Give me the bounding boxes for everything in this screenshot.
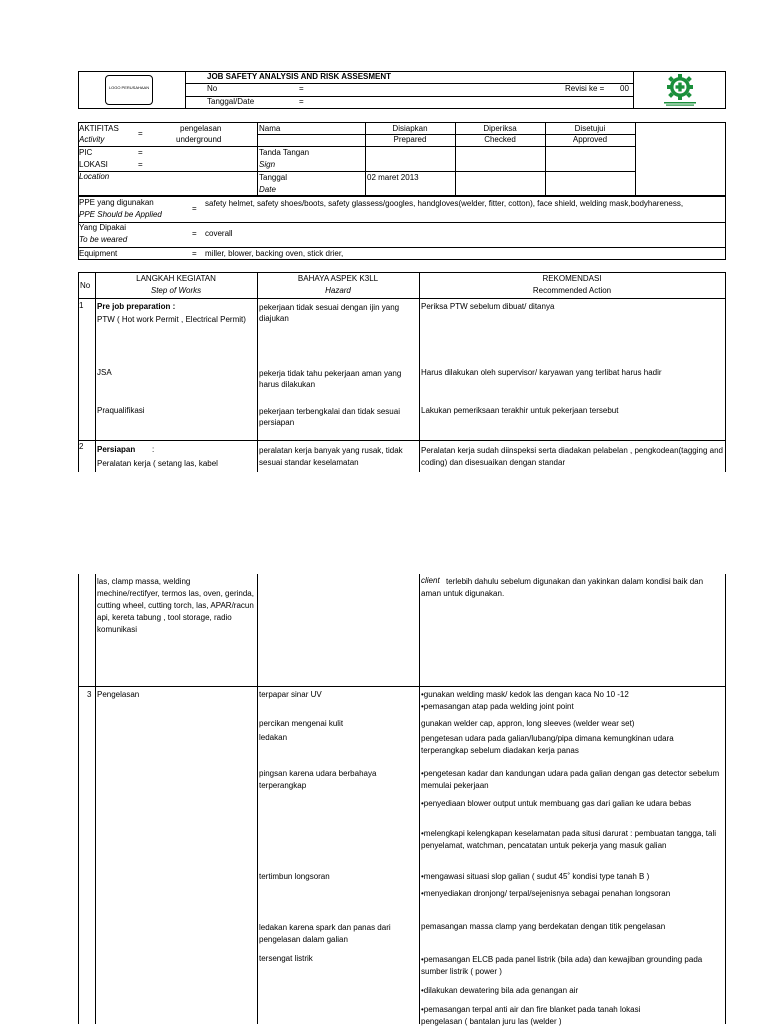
lokasi-eq: = xyxy=(138,160,143,169)
ppe-value: safety helmet, safety shoes/boots, safety glassess/googles, handgloves(welder, fitter, cotton), face shield, welding mask,bodyhareness, xyxy=(205,199,684,208)
col-hazard-header: Hazard xyxy=(325,286,351,295)
row3-action-11: •pemasangan ELCB pada panel listrik (bila ada) dan kewajiban grounding pada sumber listrik ( power ) xyxy=(421,955,703,976)
row1-step-d: Praqualifikasi xyxy=(97,406,145,415)
document-title: JOB SAFETY ANALYSIS AND RISK ASSESMENT xyxy=(207,72,392,81)
row3-action-10: pemasangan massa clamp yang berdekatan dengan titik pengelasan xyxy=(421,922,666,931)
yang-dipakai-label-1: Yang Dipakai xyxy=(79,223,126,232)
sign-label: Sign xyxy=(259,160,276,169)
logo-text: LOGO PERUSAHAAN xyxy=(108,85,150,90)
equipment-label: Equipment xyxy=(79,249,118,258)
row3-no: 3 xyxy=(87,690,92,699)
row3-action-4: pengetesan udara pada galian/lubang/pipa dimana kemungkinan udara terperangkap sebelum diadakan kerja panas xyxy=(421,734,674,755)
ppe-label-1: PPE yang digunakan xyxy=(79,198,154,207)
col-recommended-header: Recommended Action xyxy=(532,286,612,295)
tanggal-label: Tanggal xyxy=(259,173,288,182)
row1-hazard-c: pekerjaan terbengkalai dan tidak sesuai persiapan xyxy=(259,407,400,427)
aktifitas-eq: = xyxy=(138,129,143,138)
row2-rec-a: Peralatan kerja sudah diinspeksi serta diadakan pelabelan , pengkodean(tagging and coding) dan disesuaikan dengan standar xyxy=(421,446,723,467)
equipment-value: miller, blower, backing oven, stick drier, xyxy=(205,249,344,258)
company-logo-placeholder xyxy=(105,75,153,105)
row2-step-b: Peralatan kerja ( setang las, kabel xyxy=(97,459,218,468)
row2-no: 2 xyxy=(79,442,84,451)
row3-hazard-spark: ledakan karena spark dan panas dari pengelasan dalam galian xyxy=(259,923,391,944)
row1-step-c: JSA xyxy=(97,368,112,377)
row3-hazard-pingsan: pingsan karena udara berbahaya terperangkap xyxy=(259,769,377,790)
location-label: Location xyxy=(79,172,110,181)
col-langkah-header: LANGKAH KEGIATAN xyxy=(136,274,216,283)
row3-hazard-uv: terpapar sinar UV xyxy=(259,690,322,699)
row2-step-continued: las, clamp massa, welding mechine/rectifyer, termos las, oven, gerinda, cutting wheel, cutting torch, las, APAR/racun api, kereta tabung , tool storage, radio komunikasi xyxy=(97,577,254,634)
row3-hazard-longsoran: tertimbun longsoran xyxy=(259,872,330,881)
date-eq: = xyxy=(299,97,304,106)
equipment-eq: = xyxy=(192,249,197,258)
revisi-value: 00 xyxy=(620,84,629,93)
row1-no: 1 xyxy=(79,301,84,310)
row2-rec-continued: terlebih dahulu sebelum digunakan dan yakinkan dalam kondisi baik dan aman untuk digunakan. xyxy=(421,577,704,598)
col-bahaya-header: BAHAYA ASPEK K3LL xyxy=(297,274,379,283)
row3-action-6: •penyediaan blower output untuk membuang gas dari galian ke udara bebas xyxy=(421,799,692,808)
yang-dipakai-value: coverall xyxy=(205,229,233,238)
row3-hazard-listrik: tersengat listrik xyxy=(259,954,313,963)
aktifitas-value-1: pengelasan xyxy=(180,124,222,133)
row1-step-a: Pre job preparation : xyxy=(97,302,176,311)
lokasi-label: LOKASI xyxy=(79,160,108,169)
row3-hazard-percikan: percikan mengenai kulit xyxy=(259,719,344,728)
yang-dipakai-label-2: To be weared xyxy=(79,235,128,244)
row2-hazard-a: peralatan kerja banyak yang rusak, tidak sesuai standar keselamatan xyxy=(259,446,403,467)
row1-hazard-b: pekerja tidak tahu pekerjaan aman yang harus dilakukan xyxy=(259,369,402,389)
date-info-label: Date xyxy=(259,185,276,194)
k3-gear-logo-icon xyxy=(660,73,700,107)
row1-rec-c: Lakukan pemeriksaan terakhir untuk pekerjaan tersebut xyxy=(421,406,619,415)
yang-dipakai-eq: = xyxy=(192,229,197,238)
row1-rec-a: Periksa PTW sebelum dibuat/ ditanya xyxy=(421,302,555,311)
disiapkan-label: Disiapkan xyxy=(392,124,428,133)
col-no-header: No xyxy=(80,281,91,290)
row3-action-2: •pemasangan atap pada welding joint point xyxy=(421,702,574,711)
pic-label: PIC xyxy=(79,148,93,157)
disetujui-label: Disetujui xyxy=(574,124,606,133)
row3-action-5: •pengetesan kadar dan kandungan udara pada galian dengan gas detector sebelum memulai pekerjaan xyxy=(421,769,720,790)
aktifitas-label: AKTIFITAS xyxy=(79,124,119,133)
row1-rec-b: Harus dilakukan oleh supervisor/ karyawan yang terlibat harus hadir xyxy=(421,368,662,377)
checked-label: Checked xyxy=(484,135,516,144)
row2-step-a: Persiapan xyxy=(97,445,136,454)
activity-label: Activity xyxy=(79,135,105,144)
ppe-eq: = xyxy=(192,204,197,213)
row3-action-9: •menyediakan dronjong/ terpal/sejenisnya sebagai penahan longsoran xyxy=(421,889,671,898)
approved-label: Approved xyxy=(572,135,608,144)
no-eq: = xyxy=(299,84,304,93)
row2-step-colon: : xyxy=(152,445,155,454)
revisi-label: Revisi ke = xyxy=(565,84,605,93)
row3-action-14: pengelasan ( bantalan juru las (welder ) xyxy=(421,1017,562,1026)
aktifitas-value-2: underground xyxy=(176,135,222,144)
row1-step-b: PTW ( Hot work Permit , Electrical Permit) xyxy=(97,315,246,324)
col-rekomendasi-header: REKOMENDASI xyxy=(542,274,602,283)
tanda-label: Tanda Tangan xyxy=(259,148,310,157)
tanggal-value: 02 maret 2013 xyxy=(367,173,419,182)
prepared-label: Prepared xyxy=(393,135,427,144)
row3-action-1: •gunakan welding mask/ kedok las dengan kaca No 10 -12 xyxy=(421,690,629,699)
row3-action-7: •melengkapi kelengkapan keselamatan pada situsi darurat : pembuatan tangga, tali penyelamat, watchman, pencatatan untuk pekerja yang masuk galian xyxy=(421,829,716,850)
row3-action-12: •dilakukan dewatering bila ada genangan air xyxy=(421,986,579,995)
no-label: No xyxy=(207,84,218,93)
row3-action-3: gunakan welder cap, appron, long sleeves (welder wear set) xyxy=(421,719,635,728)
date-label: Tanggal/Date xyxy=(207,97,255,106)
nama-label: Nama xyxy=(259,124,281,133)
pic-eq: = xyxy=(138,148,143,157)
row3-action-8: •mengawasi situasi slop galian ( sudut 45˚ kondisi type tanah B ) xyxy=(421,872,650,881)
row1-hazard-a: pekerjaan tidak sesuai dengan ijin yang diajukan xyxy=(259,303,400,323)
row3-hazard-ledakan: ledakan xyxy=(259,733,288,742)
row3-action-13: •pemasangan terpal anti air dan fire blanket pada tanah lokasi xyxy=(421,1005,641,1014)
ppe-label-2: PPE Should be Applied xyxy=(79,210,162,219)
col-step-header: Step of Works xyxy=(150,286,202,295)
diperiksa-label: Diperiksa xyxy=(483,124,517,133)
row2-rec-client: client xyxy=(421,576,440,585)
row3-step: Pengelasan xyxy=(97,690,140,699)
